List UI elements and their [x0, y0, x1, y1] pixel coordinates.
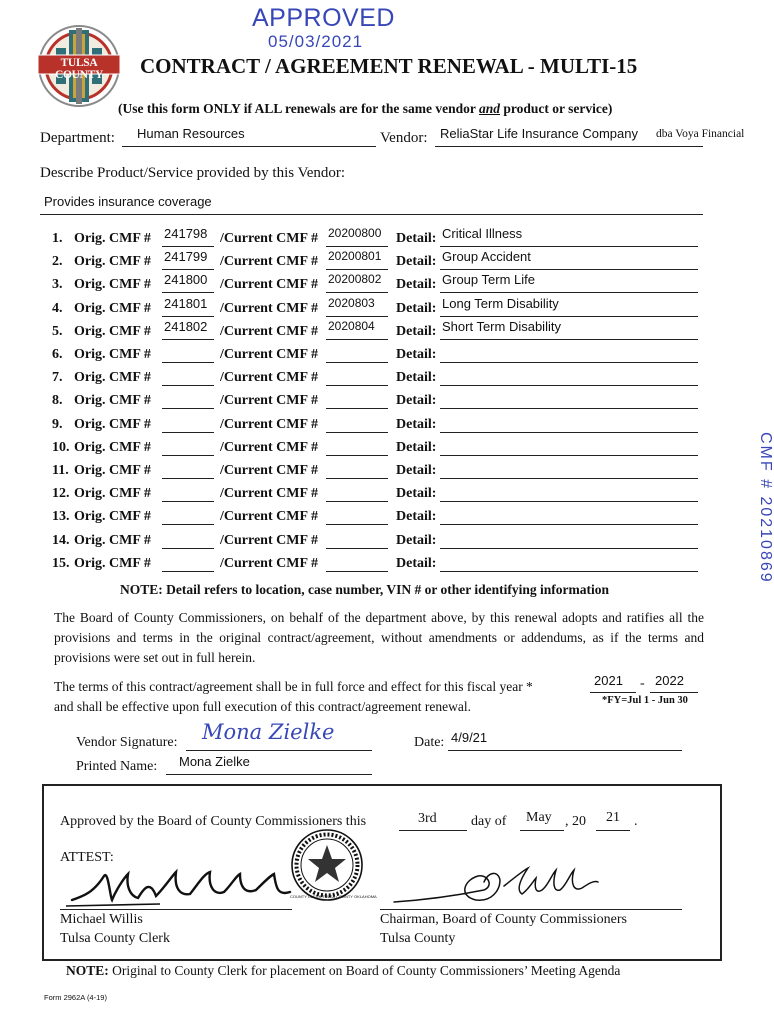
detail-label: Detail:	[396, 463, 437, 478]
detail-label: Detail:	[396, 323, 437, 339]
vendor-signature-label: Vendor Signature:	[76, 735, 178, 750]
detail-label: Detail:	[396, 532, 437, 548]
orig-cmf-field[interactable]	[162, 416, 214, 433]
describe-label: Describe Product/Service provided by this Vendor:	[40, 165, 346, 181]
cmf-row	[52, 295, 702, 320]
cmf-row	[52, 367, 702, 389]
orig-cmf-label: Orig. CMF #	[74, 231, 151, 246]
current-cmf-field[interactable]	[326, 532, 388, 549]
printed-name-value: Mona Zielke	[179, 754, 250, 769]
orig-cmf-label: Orig. CMF #	[74, 277, 151, 293]
current-cmf-label: /Current CMF #	[220, 323, 318, 339]
detail-label: Detail:	[396, 300, 437, 316]
orig-cmf-label: Orig. CMF #	[74, 532, 151, 548]
orig-cmf-label: Orig. CMF #	[74, 393, 151, 409]
orig-cmf-value: 241800	[164, 272, 208, 288]
orig-cmf-value: 241802	[164, 318, 208, 334]
current-cmf-value: 2020803	[328, 295, 375, 310]
row-number: 8.	[52, 393, 63, 409]
detail-field[interactable]	[440, 485, 698, 502]
board-paragraph: The Board of County Commissioners, on behalf of the department above, by this renewal adopts and ratifies all the provisions and terms in the original contract/agreement, without amendments or addendums, as if the terms and provisions were set out in full herein.	[54, 610, 704, 665]
vendor-value: ReliaStar Life Insurance Company	[440, 126, 638, 141]
current-cmf-label: /Current CMF #	[220, 486, 318, 502]
subtitle-pre: (Use this form ONLY if ALL renewals are for the same vendor	[118, 101, 479, 116]
cmf-row	[52, 318, 702, 343]
detail-label: Detail:	[396, 439, 437, 455]
orig-cmf-field[interactable]	[162, 439, 214, 456]
vendor-extra: dba Voya Financial	[656, 128, 745, 140]
orig-cmf-value: 241801	[164, 295, 208, 311]
detail-label: Detail:	[396, 370, 437, 386]
row-number: 4.	[52, 300, 63, 316]
cmf-row	[52, 414, 702, 436]
orig-cmf-label: Orig. CMF #	[74, 416, 151, 432]
day-of-text: day of	[471, 814, 507, 829]
orig-cmf-value: 241799	[164, 249, 208, 265]
current-cmf-field[interactable]	[326, 416, 388, 433]
current-cmf-field[interactable]	[326, 369, 388, 386]
detail-label: Detail:	[396, 254, 437, 270]
detail-label: Detail:	[396, 555, 437, 571]
approved-date: 05/03/2021	[268, 32, 364, 51]
approval-box	[42, 784, 722, 961]
detail-field[interactable]	[440, 416, 698, 433]
footer-note	[66, 963, 620, 979]
approval-period: .	[634, 814, 638, 829]
current-cmf-label: /Current CMF #	[220, 347, 318, 362]
detail-label: Detail:	[396, 393, 437, 409]
attest-label: ATTEST:	[60, 850, 114, 865]
detail-value: Group Term Life	[442, 272, 535, 288]
printed-name-label: Printed Name:	[76, 759, 158, 774]
year-prefix: , 20	[565, 814, 586, 829]
clerk-name: Michael Willis	[60, 912, 143, 927]
department-label: Department:	[40, 130, 115, 146]
detail-label: Detail:	[396, 231, 437, 246]
current-cmf-field[interactable]	[326, 392, 388, 409]
orig-cmf-label: Orig. CMF #	[74, 463, 151, 478]
date-value: 4/9/21	[451, 730, 488, 745]
current-cmf-label: /Current CMF #	[220, 463, 318, 478]
year-start: 2021	[594, 673, 623, 688]
current-cmf-field[interactable]	[326, 508, 388, 525]
current-cmf-label: /Current CMF #	[220, 300, 318, 316]
orig-cmf-label: Orig. CMF #	[74, 254, 151, 270]
orig-cmf-field[interactable]	[162, 369, 214, 386]
orig-cmf-value: 241798	[164, 226, 208, 241]
cmf-row	[52, 274, 702, 296]
orig-cmf-label: Orig. CMF #	[74, 486, 151, 502]
chairman-signature	[384, 860, 624, 910]
form-id: Form 2962A (4-19)	[44, 993, 107, 1002]
detail-value: Short Term Disability	[442, 318, 561, 334]
orig-cmf-label: Orig. CMF #	[74, 555, 151, 571]
detail-field[interactable]	[440, 555, 698, 572]
current-cmf-label: /Current CMF #	[220, 416, 318, 432]
footer-note-text: Original to County Clerk for placement on Board of County Commissioners’ Meeting Agenda	[108, 963, 621, 978]
current-cmf-label: /Current CMF #	[220, 277, 318, 293]
clerk-line	[60, 909, 292, 910]
orig-cmf-label: Orig. CMF #	[74, 370, 151, 386]
cmf-row	[52, 553, 702, 575]
orig-cmf-field[interactable]	[162, 462, 214, 479]
current-cmf-label: /Current CMF #	[220, 555, 318, 571]
orig-cmf-field[interactable]	[162, 555, 214, 572]
tulsa-county-logo	[36, 24, 122, 108]
current-cmf-field[interactable]	[326, 485, 388, 502]
detail-field[interactable]	[440, 508, 698, 525]
current-cmf-label: /Current CMF #	[220, 439, 318, 455]
orig-cmf-field[interactable]	[162, 485, 214, 502]
row-number: 13.	[52, 509, 70, 525]
orig-cmf-label: Orig. CMF #	[74, 509, 151, 525]
orig-cmf-label: Orig. CMF #	[74, 439, 151, 455]
describe-value: Provides insurance coverage	[44, 194, 212, 209]
cmf-row	[52, 437, 702, 459]
chairman-org: Tulsa County	[380, 931, 456, 946]
logo-text: TULSA COUNTY	[54, 57, 104, 81]
current-cmf-value: 20200801	[328, 249, 382, 264]
seal-text: COUNTY CLERK TULSA COUNTY OKLAHOMA	[290, 894, 377, 899]
fy-note: *FY=Jul 1 - Jun 30	[602, 695, 688, 706]
detail-field[interactable]	[440, 462, 698, 479]
current-cmf-label: /Current CMF #	[220, 532, 318, 548]
detail-value: Critical Illness	[442, 226, 523, 241]
vendor-label: Vendor:	[380, 130, 428, 146]
row-number: 14.	[52, 532, 70, 548]
approval-day: 3rd	[418, 811, 437, 826]
cmf-row	[52, 460, 702, 482]
approved-by-text: Approved by the Board of County Commissioners this	[60, 814, 367, 829]
detail-label: Detail:	[396, 416, 437, 432]
vendor-signature: Mona Zielke	[202, 720, 335, 744]
orig-cmf-label: Orig. CMF #	[74, 300, 151, 316]
form-subtitle	[118, 101, 612, 117]
clerk-signature	[64, 866, 304, 910]
detail-field[interactable]	[440, 369, 698, 386]
orig-cmf-field[interactable]	[162, 346, 214, 363]
detail-value: Long Term Disability	[442, 295, 559, 311]
cmf-row	[52, 530, 702, 552]
row-number: 5.	[52, 323, 63, 339]
row-number: 15.	[52, 555, 70, 571]
detail-note: NOTE: Detail refers to location, case number, VIN # or other identifying information	[120, 582, 609, 597]
current-cmf-field[interactable]	[326, 462, 388, 479]
approved-stamp: APPROVED	[252, 4, 395, 32]
current-cmf-value: 2020804	[328, 318, 375, 333]
row-number: 6.	[52, 347, 63, 362]
cmf-row	[52, 483, 702, 505]
detail-field[interactable]	[440, 346, 698, 363]
county-seal	[290, 828, 377, 902]
row-number: 3.	[52, 277, 63, 293]
footer-note-bold: NOTE:	[66, 963, 109, 978]
orig-cmf-field[interactable]	[162, 508, 214, 525]
subtitle-post: product or service)	[500, 101, 613, 116]
form-title: CONTRACT / AGREEMENT RENEWAL - MULTI-15	[140, 54, 638, 78]
detail-label: Detail:	[396, 277, 437, 293]
current-cmf-label: /Current CMF #	[220, 370, 318, 386]
cmf-row	[52, 344, 702, 366]
row-number: 7.	[52, 370, 63, 386]
orig-cmf-label: Orig. CMF #	[74, 323, 151, 339]
year-dash: -	[640, 676, 645, 691]
current-cmf-field[interactable]	[326, 346, 388, 363]
orig-cmf-field[interactable]	[162, 392, 214, 409]
term-line1: The terms of this contract/agreement shall be in full force and effect for this fiscal year *	[54, 679, 533, 694]
row-number: 1.	[52, 231, 63, 246]
detail-value: Group Accident	[442, 249, 531, 265]
detail-field[interactable]	[440, 532, 698, 549]
date-label: Date:	[414, 735, 445, 750]
detail-label: Detail:	[396, 509, 437, 525]
row-number: 10.	[52, 439, 70, 455]
term-line2: and shall be effective upon full execution of this contract/agreement renewal.	[54, 699, 471, 714]
current-cmf-field[interactable]	[326, 555, 388, 572]
year-end: 2022	[655, 673, 684, 688]
current-cmf-label: /Current CMF #	[220, 509, 318, 525]
row-number: 9.	[52, 416, 63, 432]
clerk-title: Tulsa County Clerk	[60, 931, 170, 946]
current-cmf-label: /Current CMF #	[220, 254, 318, 270]
side-cmf-number: CMF # 20210869	[757, 432, 774, 584]
detail-label: Detail:	[396, 486, 437, 502]
orig-cmf-label: Orig. CMF #	[74, 347, 151, 362]
current-cmf-label: /Current CMF #	[220, 231, 318, 246]
detail-field[interactable]	[440, 439, 698, 456]
chairman-title: Chairman, Board of County Commissioners	[380, 912, 627, 927]
cmf-row	[52, 251, 702, 273]
approval-year: 21	[606, 810, 620, 825]
detail-label: Detail:	[396, 347, 437, 362]
row-number: 11.	[52, 463, 69, 478]
cmf-row	[52, 390, 702, 412]
current-cmf-value: 20200802	[328, 272, 382, 287]
cmf-row	[52, 228, 702, 250]
chairman-line	[380, 909, 682, 910]
current-cmf-label: /Current CMF #	[220, 393, 318, 409]
row-number: 12.	[52, 486, 70, 502]
subtitle-em: and	[478, 101, 500, 116]
approval-month: May	[526, 810, 552, 825]
department-value: Human Resources	[137, 126, 245, 141]
current-cmf-value: 20200800	[328, 226, 382, 240]
row-number: 2.	[52, 254, 63, 270]
orig-cmf-field[interactable]	[162, 532, 214, 549]
current-cmf-field[interactable]	[326, 439, 388, 456]
detail-field[interactable]	[440, 392, 698, 409]
cmf-row	[52, 506, 702, 528]
